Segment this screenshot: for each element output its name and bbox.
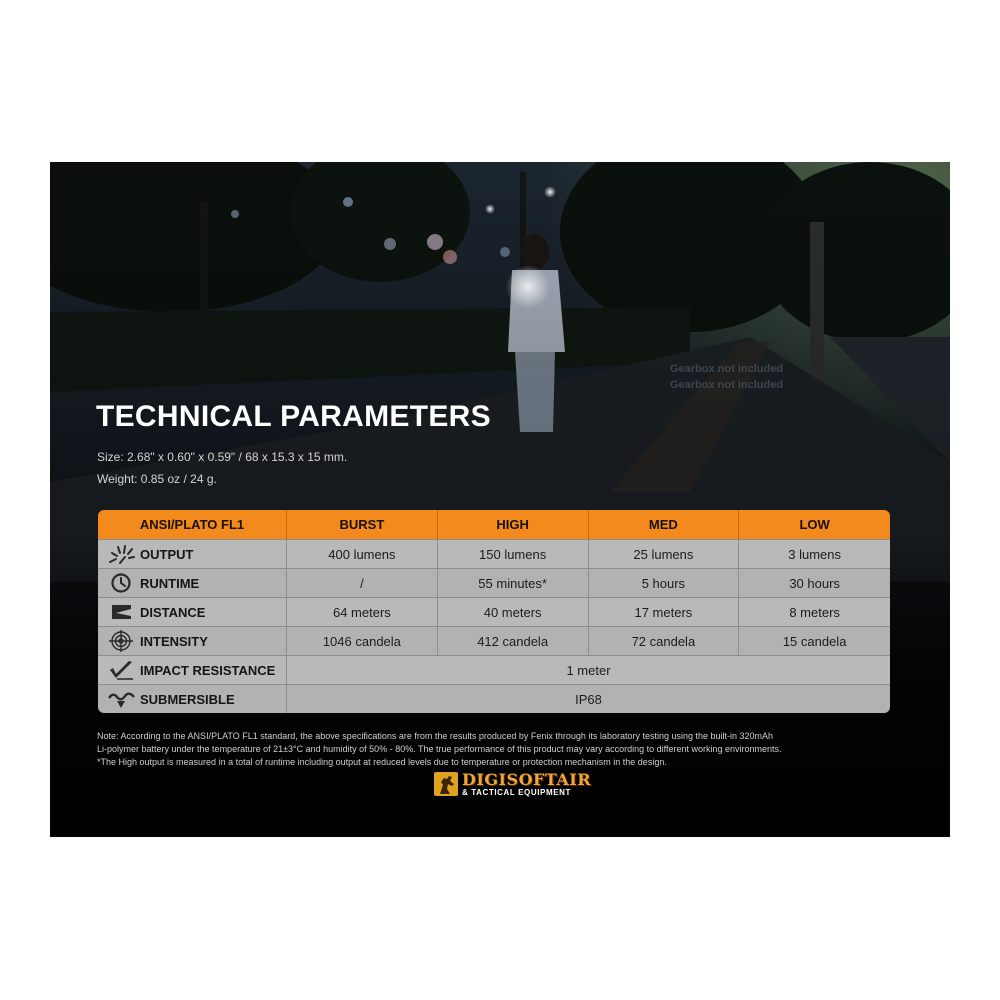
digisoftair-logo — [434, 770, 594, 800]
table-row-distance — [98, 597, 890, 626]
footnote-line: *The High output is measured in a total of runtime including output at reduced levels due to temperature or protection mechanism in the design. — [97, 757, 667, 767]
footnote-line: Note: According to the ANSI/PLATO FL1 standard, the above specifications are from the results produced by Fenix through its laboratory testing using the built-in 320mAh — [97, 731, 774, 741]
row-label-output — [98, 539, 287, 568]
row-label-impact — [98, 655, 287, 684]
cell-all-modes: 1 meter — [287, 655, 890, 684]
row-label-text: INTENSITY — [140, 633, 208, 649]
clock-icon — [107, 572, 137, 594]
cell-high: 55 minutes* — [438, 568, 589, 597]
water-wave-icon — [107, 688, 137, 710]
row-label-runtime — [98, 568, 287, 597]
cell-low: 8 meters — [739, 597, 890, 626]
row-label-text: SUBMERSIBLE — [140, 691, 235, 707]
cell-burst: 400 lumens — [287, 539, 438, 568]
header-standard: ANSI/PLATO FL1 — [98, 510, 287, 539]
impact-check-icon — [107, 659, 137, 681]
table-row-submersible — [98, 684, 890, 713]
beam-distance-icon — [107, 601, 137, 623]
burst-rays-icon — [107, 543, 137, 565]
target-intensity-icon — [107, 630, 137, 652]
header-burst: BURST — [287, 510, 438, 539]
table-header-row — [98, 510, 890, 539]
weight-spec: Weight: 0.85 oz / 24 g. — [97, 472, 217, 486]
cell-med: 25 lumens — [589, 539, 740, 568]
cell-med: 17 meters — [589, 597, 740, 626]
cell-low: 15 candela — [739, 626, 890, 655]
cell-low: 30 hours — [739, 568, 890, 597]
header-low: LOW — [739, 510, 890, 539]
row-label-text: OUTPUT — [140, 546, 194, 562]
cell-high: 412 candela — [438, 626, 589, 655]
row-label-text: IMPACT RESISTANCE — [140, 662, 276, 678]
footnotes — [97, 730, 917, 769]
row-label-submersible — [98, 684, 287, 713]
cell-burst: 1046 candela — [287, 626, 438, 655]
watermark-text: Gearbox not included — [670, 379, 784, 391]
row-label-distance — [98, 597, 287, 626]
cell-all-modes: IP68 — [287, 684, 890, 713]
cell-med: 72 candela — [589, 626, 740, 655]
row-label-text: DISTANCE — [140, 604, 206, 620]
technical-parameters-poster — [50, 162, 950, 837]
header-high: HIGH — [438, 510, 589, 539]
logo-wordmark: DIGISOFTAIR — [462, 770, 592, 789]
parameters-table — [98, 510, 890, 713]
soldier-silhouette-icon — [434, 772, 458, 796]
table-row-intensity — [98, 626, 890, 655]
page-title: TECHNICAL PARAMETERS — [96, 400, 491, 433]
row-label-intensity — [98, 626, 287, 655]
watermark-text: Gearbox not included — [670, 363, 784, 375]
size-spec: Size: 2.68" x 0.60" x 0.59" / 68 x 15.3 x 15 mm. — [97, 450, 348, 464]
cell-low: 3 lumens — [739, 539, 890, 568]
footnote-line: Li-polymer battery under the temperature of 21±3°C and humidity of 50% - 80%. The true performance of this product may vary according to different working environments. — [97, 744, 782, 754]
cell-high: 150 lumens — [438, 539, 589, 568]
row-label-text: RUNTIME — [140, 575, 200, 591]
table-row-output — [98, 539, 890, 568]
cell-burst: 64 meters — [287, 597, 438, 626]
header-med: MED — [589, 510, 740, 539]
logo-tagline: & TACTICAL EQUIPMENT — [462, 788, 572, 797]
table-row-impact — [98, 655, 890, 684]
cell-burst: / — [287, 568, 438, 597]
cell-med: 5 hours — [589, 568, 740, 597]
cell-high: 40 meters — [438, 597, 589, 626]
table-row-runtime — [98, 568, 890, 597]
